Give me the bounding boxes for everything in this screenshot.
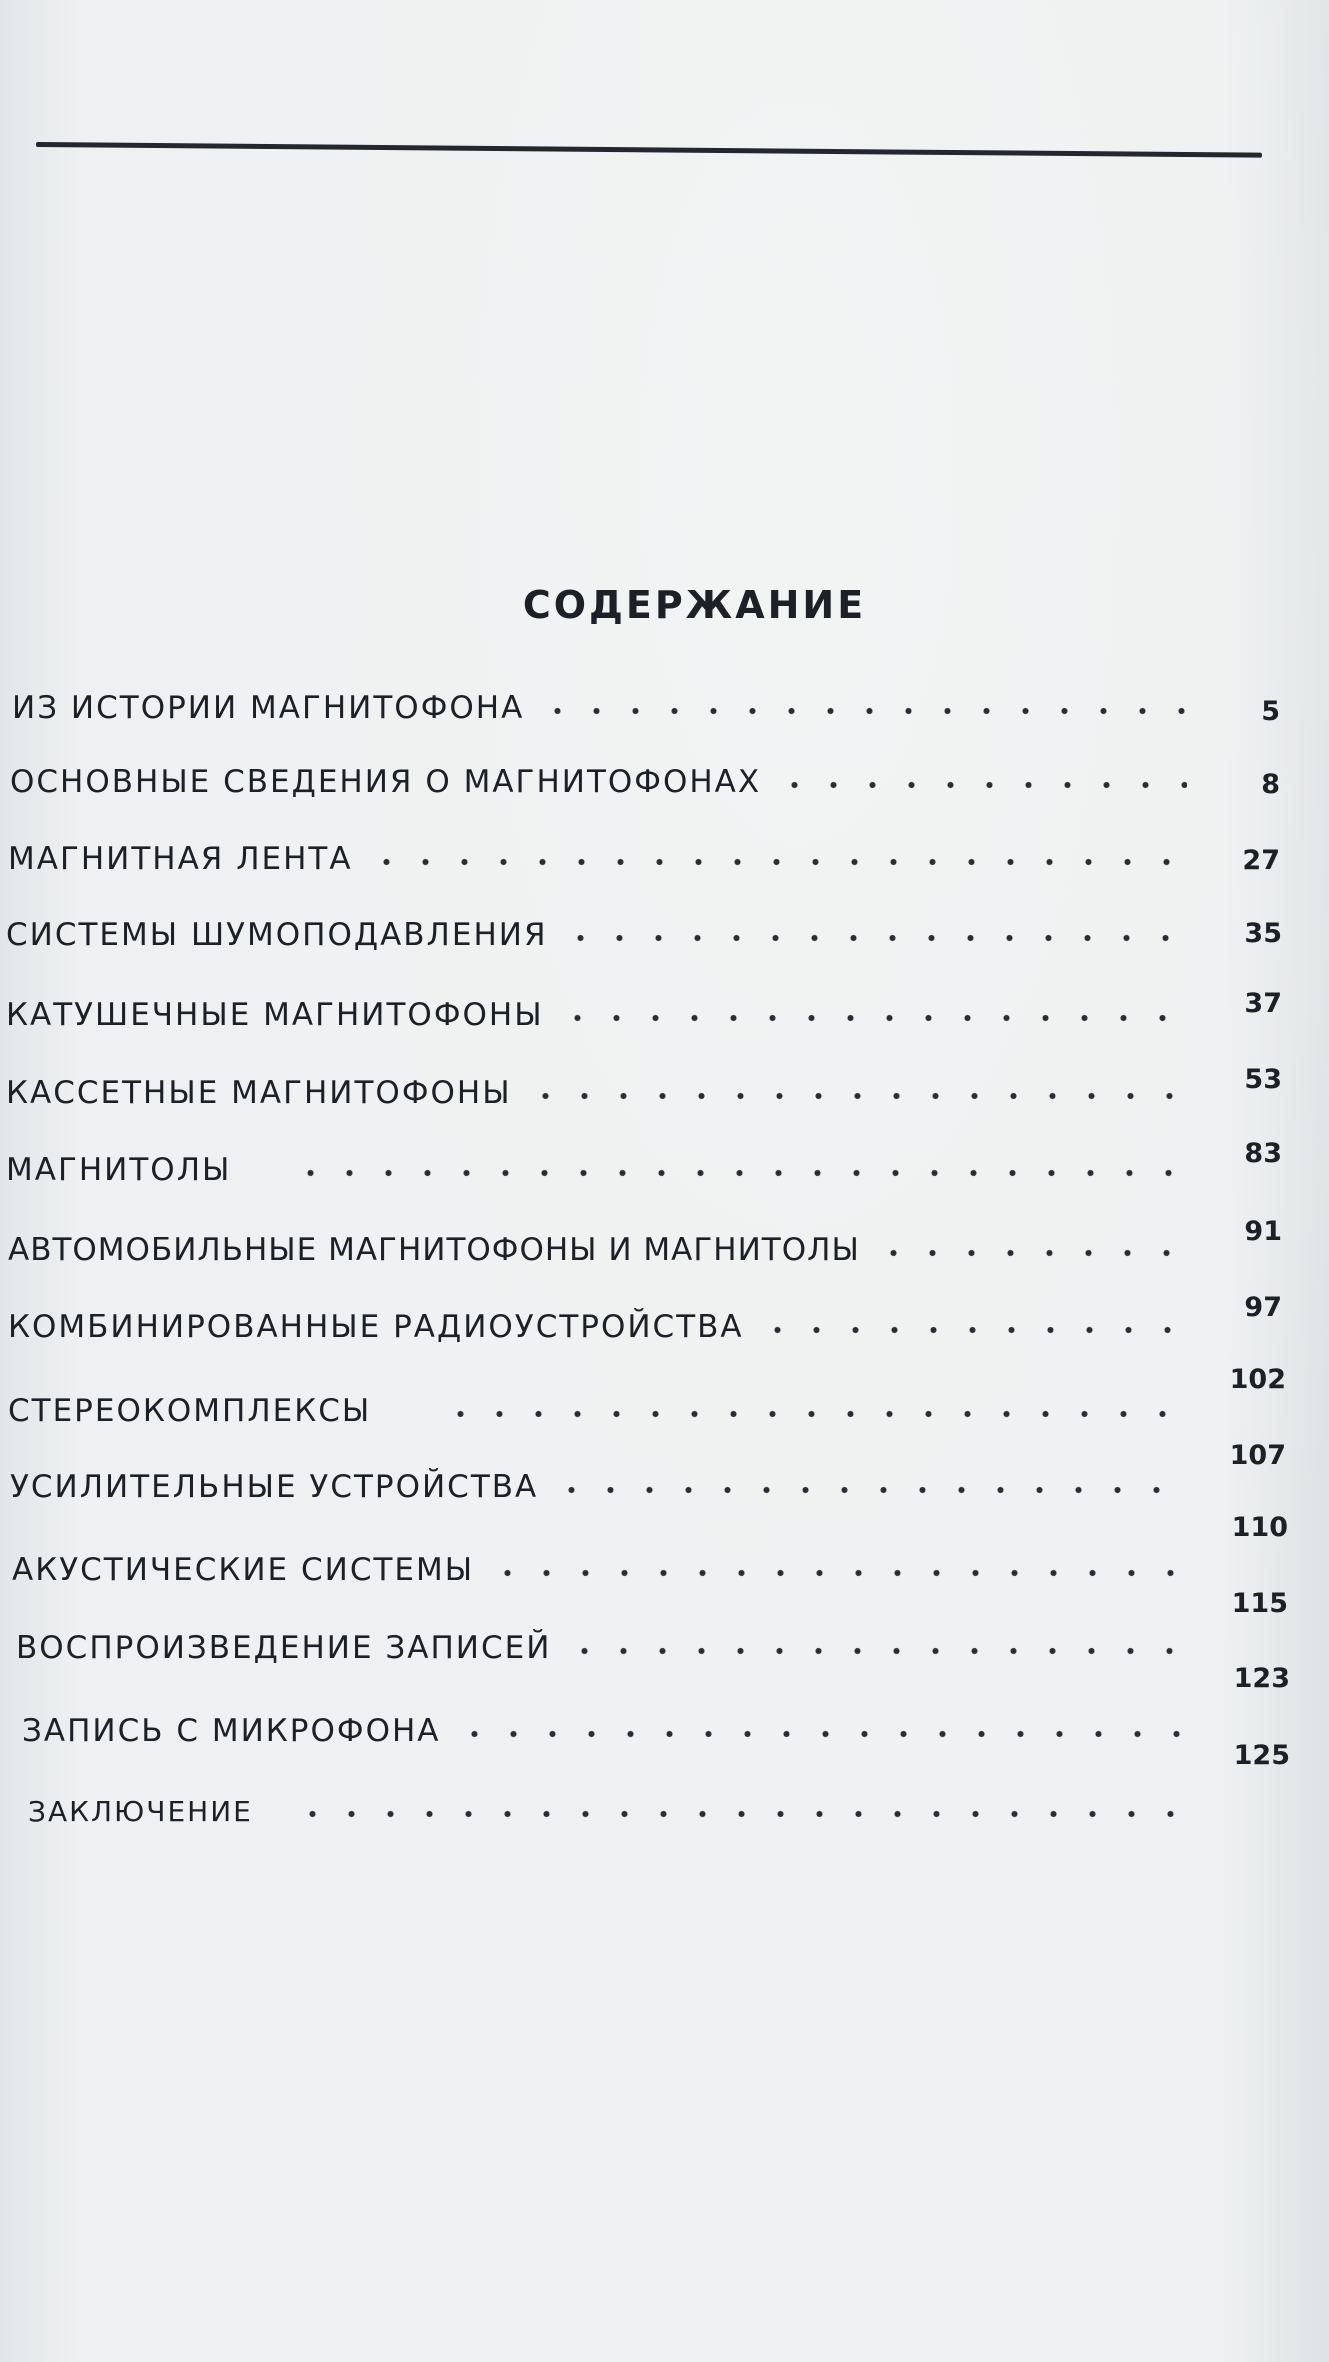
toc-entry-label: СТЕРЕОКОМПЛЕКСЫ [8, 1393, 372, 1429]
toc-entry-label: СИСТЕМЫ ШУМОПОДАВЛЕНИЯ [6, 917, 548, 953]
toc-page-number: 110 [1231, 1512, 1288, 1543]
dot-leader [758, 1325, 1187, 1335]
toc-entry [8, 1225, 1187, 1275]
dot-leader [291, 1168, 1187, 1178]
top-rule-divider [36, 142, 1262, 158]
dot-leader [538, 706, 1187, 716]
toc-entry-label: ЗАПИСЬ С МИКРОФОНА [22, 1713, 441, 1749]
toc-entry [10, 1462, 1187, 1512]
dot-leader [874, 1248, 1187, 1258]
toc-page-number: 27 [1242, 845, 1280, 876]
toc-page-number: 35 [1244, 918, 1282, 949]
toc-entry [22, 1706, 1187, 1756]
toc-entry [28, 1786, 1187, 1836]
dot-leader [367, 857, 1187, 867]
toc-entry-label: КАССЕТНЫЕ МАГНИТОФОНЫ [6, 1075, 512, 1111]
toc-page-number: 123 [1233, 1663, 1290, 1694]
toc-page-number: 125 [1233, 1740, 1290, 1771]
toc-entry-label: АКУСТИЧЕСКИЕ СИСТЕМЫ [12, 1552, 475, 1588]
dot-leader [293, 1809, 1187, 1819]
toc-entry [8, 834, 1187, 884]
toc-entry-label: МАГНИТНАЯ ЛЕНТА [8, 841, 353, 877]
dot-leader [561, 933, 1187, 943]
toc-page-number: 83 [1244, 1138, 1282, 1169]
toc-page-number: 115 [1231, 1588, 1288, 1619]
toc-page-number: 5 [1261, 696, 1280, 727]
toc-entry-label: ВОСПРОИЗВЕДЕНИЕ ЗАПИСЕЙ [16, 1630, 552, 1666]
dot-leader [552, 1485, 1187, 1495]
toc-page-number: 97 [1244, 1292, 1282, 1323]
toc-page-number: 8 [1261, 769, 1280, 800]
toc-entry [6, 990, 1187, 1040]
toc-entry [8, 1386, 1187, 1436]
dot-leader [455, 1729, 1188, 1739]
dot-leader [488, 1568, 1187, 1578]
toc-page-number: 102 [1229, 1364, 1286, 1395]
toc-title: СОДЕРЖАНИЕ [522, 583, 867, 627]
toc-page-number: 53 [1244, 1064, 1282, 1095]
toc-entry-label: ИЗ ИСТОРИИ МАГНИТОФОНА [12, 690, 525, 726]
dot-leader [526, 1091, 1187, 1101]
toc-entry [16, 1623, 1187, 1673]
toc-page-number: 91 [1244, 1216, 1282, 1247]
dot-leader [565, 1646, 1187, 1656]
toc-entry [6, 1068, 1187, 1118]
toc-page-number: 37 [1244, 988, 1282, 1019]
dot-leader [558, 1013, 1187, 1023]
dot-leader [441, 1409, 1187, 1419]
toc-entry-label: ЗАКЛЮЧЕНИЕ [28, 1794, 253, 1828]
toc-entry [10, 757, 1187, 807]
toc-entry [12, 1545, 1187, 1595]
toc-entry-label: ОСНОВНЫЕ СВЕДЕНИЯ О МАГНИТОФОНАХ [10, 764, 762, 800]
toc-entry [6, 910, 1187, 960]
toc-entry-label: УСИЛИТЕЛЬНЫЕ УСТРОЙСТВА [10, 1469, 539, 1505]
dot-leader [775, 780, 1187, 790]
toc-entry-label: КОМБИНИРОВАННЫЕ РАДИОУСТРОЙСТВА [8, 1309, 744, 1345]
toc-entry [12, 683, 1187, 733]
toc-entry [8, 1302, 1187, 1352]
toc-entry [6, 1145, 1187, 1195]
toc-page-number: 107 [1229, 1440, 1286, 1471]
toc-entry-label: АВТОМОБИЛЬНЫЕ МАГНИТОФОНЫ И МАГНИТОЛЫ [8, 1232, 860, 1268]
toc-entry-label: МАГНИТОЛЫ [6, 1152, 232, 1188]
toc-entry-label: КАТУШЕЧНЫЕ МАГНИТОФОНЫ [6, 997, 544, 1033]
